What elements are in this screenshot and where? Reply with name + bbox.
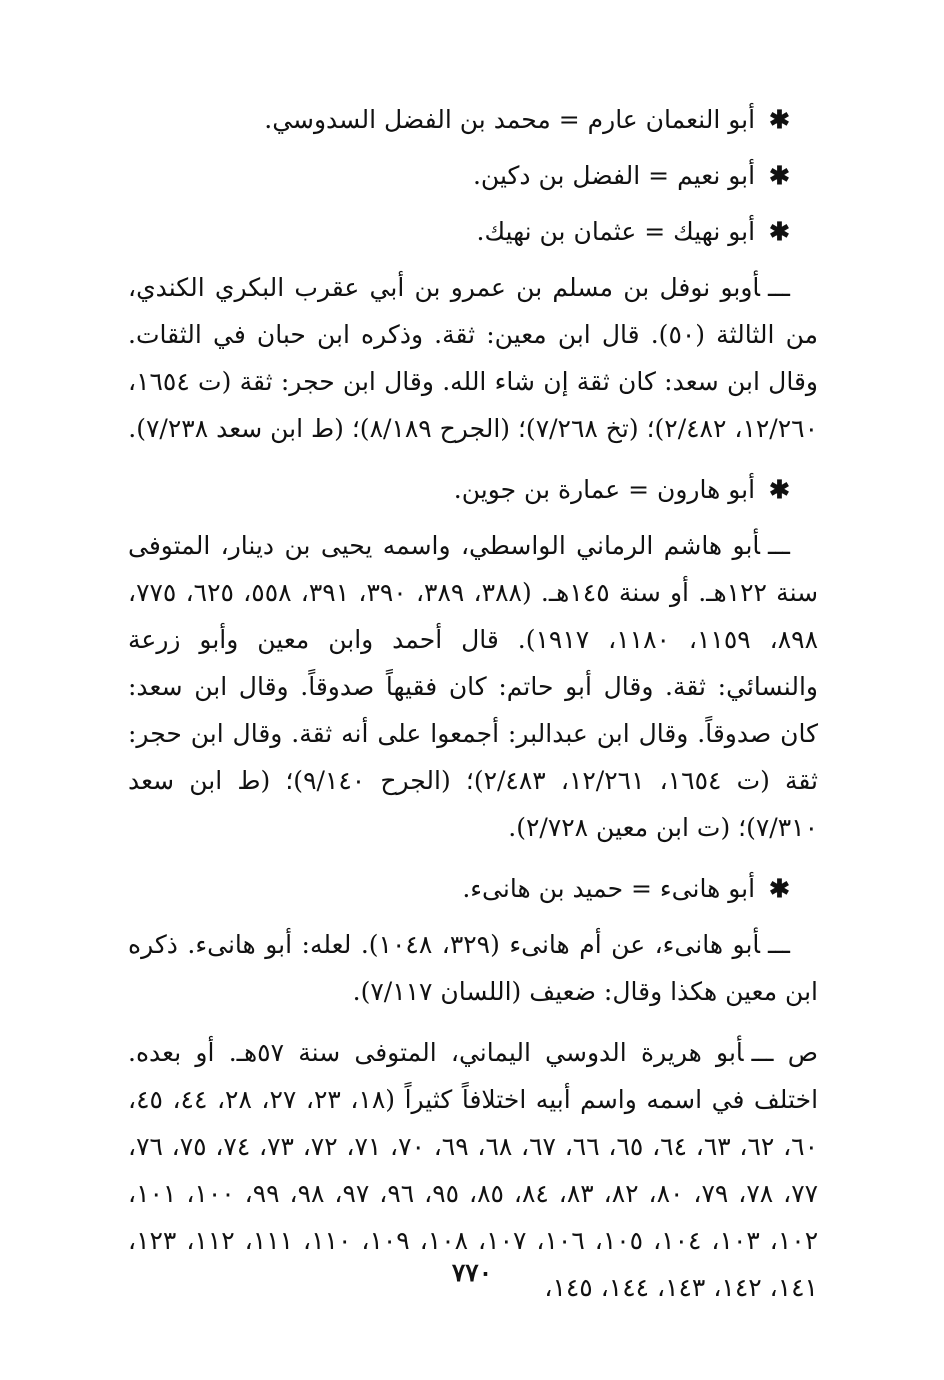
dash-marker: ـــ: [768, 273, 790, 302]
narrator-entry-text: أوبو نوفل بن مسلم بن عمرو بن أبي عقرب البكري الكندي، من الثالثة (٥٠). قال ابن معين: ثقة. وذكره ابن حبان في الثقات. وقال ابن سعد: كان ثقة إن شاء الله. وقال ابن حجر: ثقة (ت ١٦٥٤، ١٢/٢٦٠، ٢/٤٨٢)؛ (تخ ٧/٢٦٨)؛ (الجرح ٨/١٨٩)؛ (ط ابن سعد ٧/٢٣٨).: [128, 273, 819, 443]
dash-marker: ـــ: [768, 531, 790, 560]
cross-reference-text: أبو هانىء = حميد بن هانىء.: [462, 874, 756, 903]
narrator-entry-text: أبو هريرة الدوسي اليماني، المتوفى سنة ٥٧هـ. أو بعده. اختلف في اسمه واسم أبيه اختلافاً كثيراً (١٨، ٢٣، ٢٧، ٢٨، ٤٤، ٤٥، ٦٠، ٦٢، ٦٣، ٦٤، ٦٥، ٦٦، ٦٧، ٦٨، ٦٩، ٧٠، ٧١، ٧٢، ٧٣، ٧٤، ٧٥، ٧٦، ٧٧، ٧٨، ٧٩، ٨٠، ٨٢، ٨٣، ٨٤، ٨٥، ٩٥، ٩٦، ٩٧، ٩٨، ٩٩، ١٠٠، ١٠١، ١٠٢، ١٠٣، ١٠٤، ١٠٥، ١٠٦، ١٠٧، ١٠٨، ١٠٩، ١١٠، ١١١، ١١٢، ١٢٣، ١٤١، ١٤٢، ١٤٣، ١٤٤، ١٤٥،: [128, 1038, 819, 1302]
cross-reference: [128, 152, 818, 199]
dash-marker: ـــ: [768, 930, 791, 959]
narrator-entry: [128, 522, 818, 851]
narrator-entry: [128, 921, 818, 1015]
asterisk-icon: ✱: [769, 475, 790, 504]
cross-reference: [128, 865, 818, 912]
cross-reference-text: أبو نعيم = الفضل بن دكين.: [472, 161, 756, 190]
page-number: ٧٧٠: [451, 1258, 493, 1287]
asterisk-icon: ✱: [769, 217, 790, 246]
dash-marker: ـــ: [751, 1038, 774, 1067]
cross-reference: [128, 466, 818, 513]
page-body: [128, 96, 818, 1325]
narrator-entry-text: أبو هاشم الرماني الواسطي، واسمه يحيى بن دينار، المتوفى سنة ١٢٢هـ. أو سنة ١٤٥هـ. (٣٨٨، ٣٨٩، ٣٩٠، ٣٩١، ٥٥٨، ٦٢٥، ٧٧٥، ٨٩٨، ١١٥٩، ١١٨٠، ١٩١٧). قال أحمد وابن معين وأبو زرعة والنسائي: ثقة. وقال أبو حاتم: كان فقيهاً صدوقاً. وقال ابن سعد: كان صدوقاً. وقال ابن عبدالبر: أجمعوا على أنه ثقة. وقال ابن حجر: ثقة (ت ١٦٥٤، ١٢/٢٦١، ٢/٤٨٣)؛ (الجرح ٩/١٤٠)؛ (ط ابن سعد ٧/٣١٠)؛ (ت ابن معين ٢/٧٢٨).: [128, 531, 819, 842]
asterisk-icon: ✱: [769, 105, 790, 134]
asterisk-icon: ✱: [769, 161, 790, 190]
narrator-entry-text: أبو هانىء، عن أم هانىء (٣٢٩، ١٠٤٨). لعله: أبو هانىء. ذكره ابن معين هكذا وقال: ضعيف (اللسان ٧/١١٧).: [128, 930, 818, 1006]
cross-reference: [128, 96, 818, 143]
asterisk-icon: ✱: [769, 874, 790, 903]
cross-reference: [128, 208, 818, 255]
cross-reference-text: أبو النعمان عارم = محمد بن الفضل السدوسي.: [264, 105, 756, 134]
entry-prefix-marker: ص: [787, 1038, 818, 1067]
cross-reference-text: أبو هارون = عمارة بن جوين.: [453, 475, 756, 504]
cross-reference-text: أبو نهيك = عثمان بن نهيك.: [476, 217, 756, 246]
narrator-entry: [128, 264, 818, 452]
